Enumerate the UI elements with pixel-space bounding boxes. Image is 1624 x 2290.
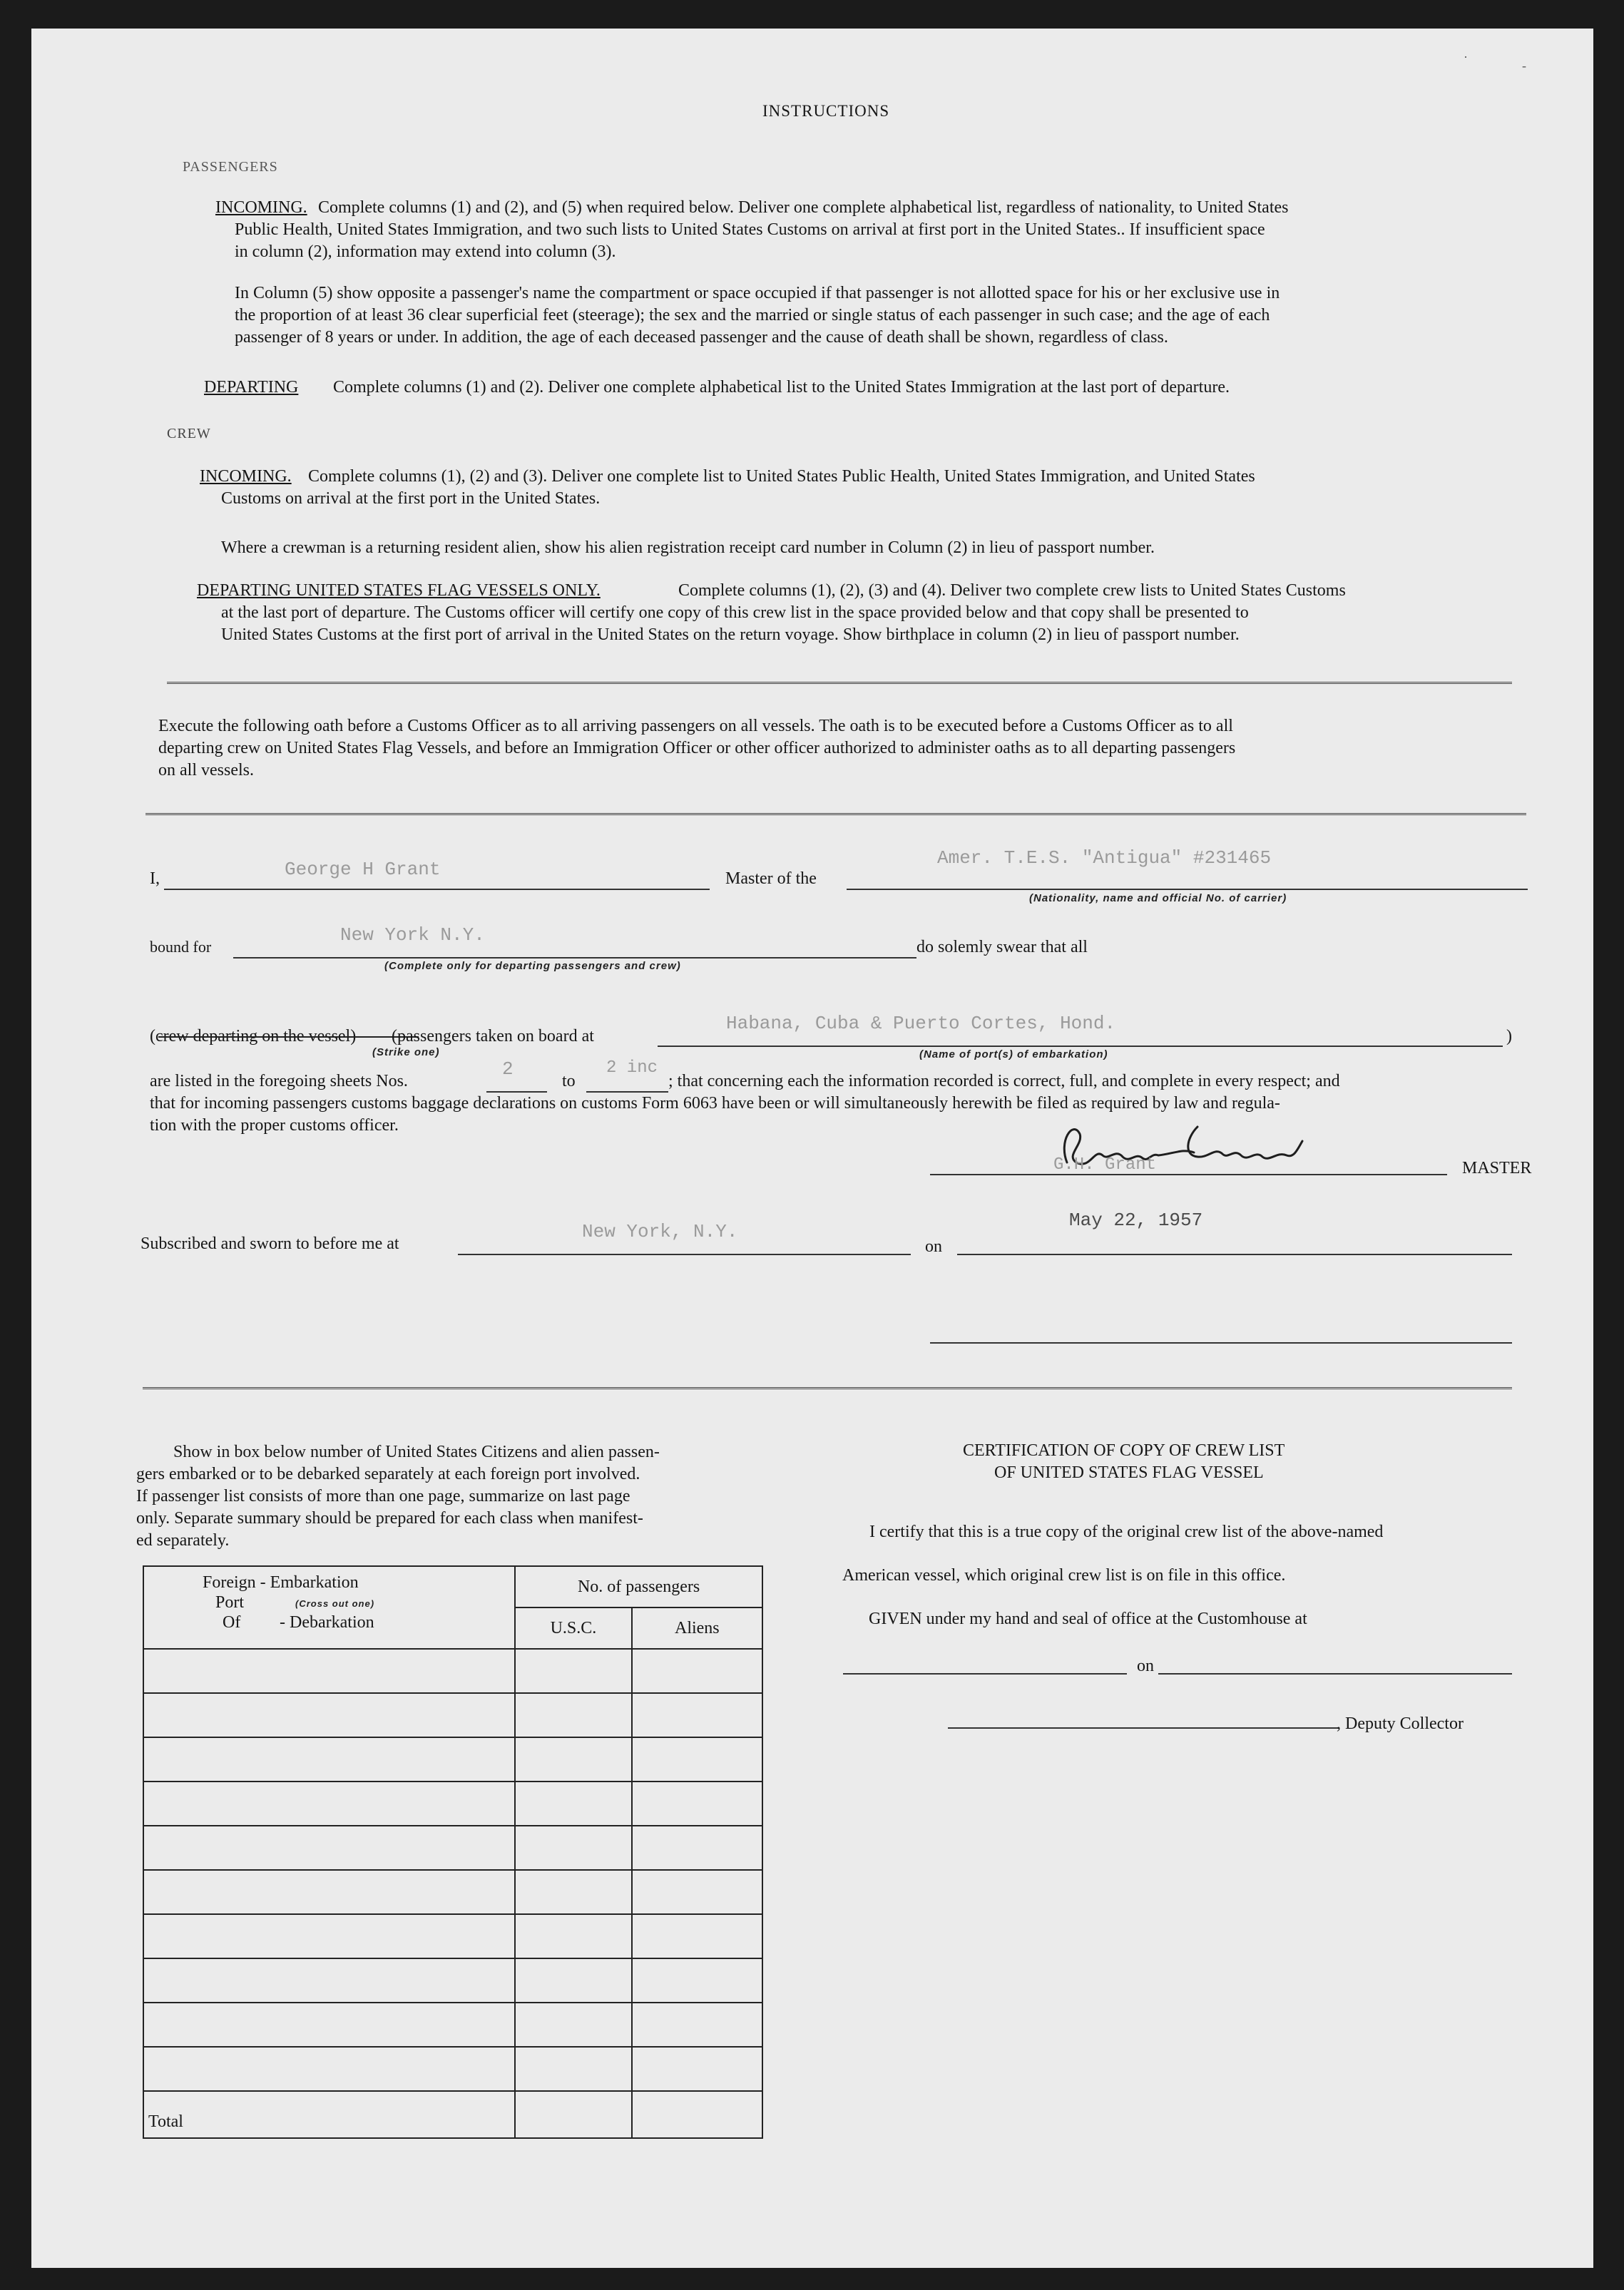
incoming-line-1: Complete columns (1) and (2), and (5) when required below. Deliver one complete alphabetical list, regardless of nationality, to United States [318,198,1289,217]
ports-caption: (Name of port(s) of embarkation) [919,1048,1108,1060]
port-cell[interactable] [143,2047,515,2091]
sworn-date-value[interactable]: May 22, 1957 [1069,1210,1203,1231]
departing-label: DEPARTING [204,378,299,397]
certification-line-2: American vessel, which original crew list is on file in this office. [842,1566,1286,1585]
crew-incoming-label: INCOMING. [200,467,292,486]
column5-line-3: passenger of 8 years or under. In addition, the age of each deceased passenger and the cause of death shall be shown, regardless of class. [235,328,1168,347]
aliens-cell[interactable] [632,1693,762,1737]
total-row [143,2091,762,2138]
certification-line-3: GIVEN under my hand and seal of office at the Customhouse at [869,1610,1307,1628]
port-column-header [143,1566,515,1649]
instructions-title: INSTRUCTIONS [762,102,890,120]
signature-typed-name: G.H. Grant [1053,1155,1157,1175]
master-name-value[interactable]: George H Grant [285,859,441,880]
ports-line [658,1046,1503,1047]
table-row [143,2047,762,2091]
port-header-line-2: Port [215,1593,245,1612]
deputy-signature-line [948,1727,1339,1729]
certification-heading-2: OF UNITED STATES FLAG VESSEL [994,1463,1264,1482]
customhouse-place-line [843,1673,1127,1675]
table-row [143,2003,762,2047]
port-cell[interactable] [143,1870,515,1914]
divider-1 [167,682,1512,686]
passengers-option: (passengers taken on board at [392,1027,594,1046]
port-header-line-3: Of [223,1613,241,1632]
oath-instructions-line-2: departing crew on United States Flag Vessels, and before an Immigration Officer or other officer authorized to administer oaths as to all departing passengers [158,739,1236,757]
port-cell[interactable] [143,1737,515,1782]
port-header-line-1: Foreign - Embarkation [203,1573,359,1592]
oath-instructions-line-3: on all vessels. [158,761,254,779]
aliens-cell[interactable] [632,1870,762,1914]
certification-heading-1: CERTIFICATION OF COPY OF CREW LIST [963,1441,1285,1460]
master-name-line [164,889,710,890]
baggage-line-2: tion with the proper customs officer. [150,1116,399,1135]
signature-line [930,1174,1447,1175]
aliens-cell[interactable] [632,1914,762,1958]
certification-on-label: on [1137,1657,1154,1675]
sheet-from-value[interactable]: 2 [502,1058,514,1080]
column5-line-2: the proportion of at least 36 clear superficial feet (steerage); the sex and the married or single status of each passenger in such case; and the age of each [235,306,1270,324]
column5-line-1: In Column (5) show opposite a passenger's name the compartment or space occupied if that passenger is not allotted space for his or her exclusive use in [235,284,1280,302]
crew-heading: CREW [167,426,211,441]
sheet-to-value[interactable]: 2 inc [606,1058,658,1078]
bound-for-label: bound for [150,938,212,956]
incoming-line-3: in column (2), information may extend into column (3). [235,242,616,261]
summary-line-5: ed separately. [136,1531,230,1550]
port-cell[interactable] [143,1958,515,2003]
sheets-prefix: are listed in the foregoing sheets Nos. [150,1072,408,1090]
incoming-label: INCOMING. [215,198,307,217]
total-label: Total [143,2091,515,2138]
sworn-date-line [957,1254,1512,1255]
usc-cell[interactable] [515,1693,631,1737]
summary-line-3: If passenger list consists of more than one page, summarize on last page [136,1487,630,1506]
port-header-caption: (Cross out one) [295,1598,375,1609]
usc-cell[interactable] [515,1914,631,1958]
vessel-value[interactable]: Amer. T.E.S. "Antigua" #231465 [937,847,1272,869]
table-row [143,1826,762,1870]
usc-cell[interactable] [515,2047,631,2091]
sheets-suffix: ; that concerning each the information recorded is correct, full, and complete in every respect; and [668,1072,1340,1090]
incoming-line-2: Public Health, United States Immigration, and two such lists to United States Customs on arrival at first port in the United States.. If insufficient space [235,220,1265,239]
destination-value[interactable]: New York N.Y. [340,924,485,946]
port-cell[interactable] [143,2003,515,2047]
sworn-place-line [458,1254,911,1255]
usc-cell[interactable] [515,1649,631,1693]
table-row [143,1693,762,1737]
total-aliens-cell[interactable] [632,2091,762,2138]
sworn-on-label: on [925,1237,942,1256]
aliens-cell[interactable] [632,1737,762,1782]
passengers-heading: PASSENGERS [183,159,278,175]
master-of-label: Master of the [725,869,817,888]
master-label: MASTER [1462,1159,1532,1177]
usc-cell[interactable] [515,1737,631,1782]
departing-text: Complete columns (1) and (2). Deliver one complete alphabetical list to the United States Immigration at the last port of departure. [333,378,1230,397]
corner-mark: · [1464,50,1468,64]
swear-text: do solemly swear that all [916,938,1088,956]
officer-signature-line [930,1342,1512,1344]
port-header-line-4: - Debarkation [280,1613,374,1632]
crew-option: (crew departing on the vessel) [150,1027,357,1046]
certification-line-1: I certify that this is a true copy of the original crew list of the above-named [869,1523,1384,1541]
table-row [143,1782,762,1826]
sworn-place-value[interactable]: New York, N.Y. [582,1221,738,1242]
vessel-line [847,889,1528,890]
baggage-line-1: that for incoming passengers customs baggage declarations on customs Form 6063 have been or will simultaneously herewith be filed as required by law and regula- [150,1094,1280,1113]
passengers-column-header: No. of passengers [515,1566,762,1607]
table-row [143,1649,762,1693]
usc-cell[interactable] [515,1782,631,1826]
summary-line-4: only. Separate summary should be prepared for each class when manifest- [136,1509,643,1528]
port-cell[interactable] [143,1826,515,1870]
port-cell[interactable] [143,1914,515,1958]
destination-line [233,957,916,959]
port-cell[interactable] [143,1782,515,1826]
table-row [143,1737,762,1782]
usc-column-header: U.S.C. [515,1607,631,1649]
flag-line-2: at the last port of departure. The Customs officer will certify one copy of this crew list in the space provided below and that copy shall be presented to [221,603,1249,622]
strike-caption: (Strike one) [372,1046,440,1058]
ports-value[interactable]: Habana, Cuba & Puerto Cortes, Hond. [726,1013,1116,1034]
crew-incoming-line-1: Complete columns (1), (2) and (3). Deliver one complete list to United States Public Health, United States Immigration, and United States [308,467,1255,486]
crew-strikethrough [158,1036,419,1038]
summary-line-2: gers embarked or to be debarked separately at each foreign port involved. [136,1465,640,1483]
flag-line-1: Complete columns (1), (2), (3) and (4). Deliver two complete crew lists to United States Customs [678,581,1346,600]
total-usc-cell[interactable] [515,2091,631,2138]
crewman-text: Where a crewman is a returning resident alien, show his alien registration receipt card number in Column (2) in lieu of passport number. [221,538,1155,557]
aliens-column-header: Aliens [632,1607,762,1649]
certification-date-line [1158,1673,1512,1675]
flag-vessels-label: DEPARTING UNITED STATES FLAG VESSELS ONLY. [197,581,601,600]
usc-cell[interactable] [515,1958,631,2003]
aliens-cell[interactable] [632,2003,762,2047]
port-cell[interactable] [143,1649,515,1693]
aliens-cell[interactable] [632,1826,762,1870]
table-row [143,1870,762,1914]
corner-mark: - [1522,58,1526,73]
usc-cell[interactable] [515,2003,631,2047]
usc-cell[interactable] [515,1870,631,1914]
aliens-cell[interactable] [632,2047,762,2091]
table-row [143,1914,762,1958]
flag-line-3: United States Customs at the first port of arrival in the United States on the return voyage. Show birthplace in column (2) in lieu of passport number. [221,625,1240,644]
oath-i-label: I, [150,869,160,888]
divider-2 [145,813,1526,817]
document-page [31,29,1593,2268]
vessel-caption: (Nationality, name and official No. of carrier) [1029,892,1287,904]
crew-incoming-line-2: Customs on arrival at the first port in the United States. [221,489,601,508]
aliens-cell[interactable] [632,1649,762,1693]
bound-caption: (Complete only for departing passengers and crew) [384,960,681,972]
passenger-summary-table [143,1565,763,2139]
port-cell[interactable] [143,1693,515,1737]
divider-3 [143,1387,1512,1391]
aliens-cell[interactable] [632,1958,762,2003]
close-paren: ) [1506,1027,1512,1046]
master-signature [1051,1113,1322,1191]
oath-instructions-line-1: Execute the following oath before a Customs Officer as to all arriving passengers on all vessels. The oath is to be executed before a Customs Officer as to all [158,717,1233,735]
aliens-cell[interactable] [632,1782,762,1826]
table-row [143,1958,762,2003]
usc-cell[interactable] [515,1826,631,1870]
deputy-collector-label: , Deputy Collector [1337,1714,1464,1733]
sheets-to-label: to [562,1072,576,1090]
subscribed-label: Subscribed and sworn to before me at [141,1235,399,1253]
summary-line-1: Show in box below number of United States Citizens and alien passen- [173,1443,660,1461]
